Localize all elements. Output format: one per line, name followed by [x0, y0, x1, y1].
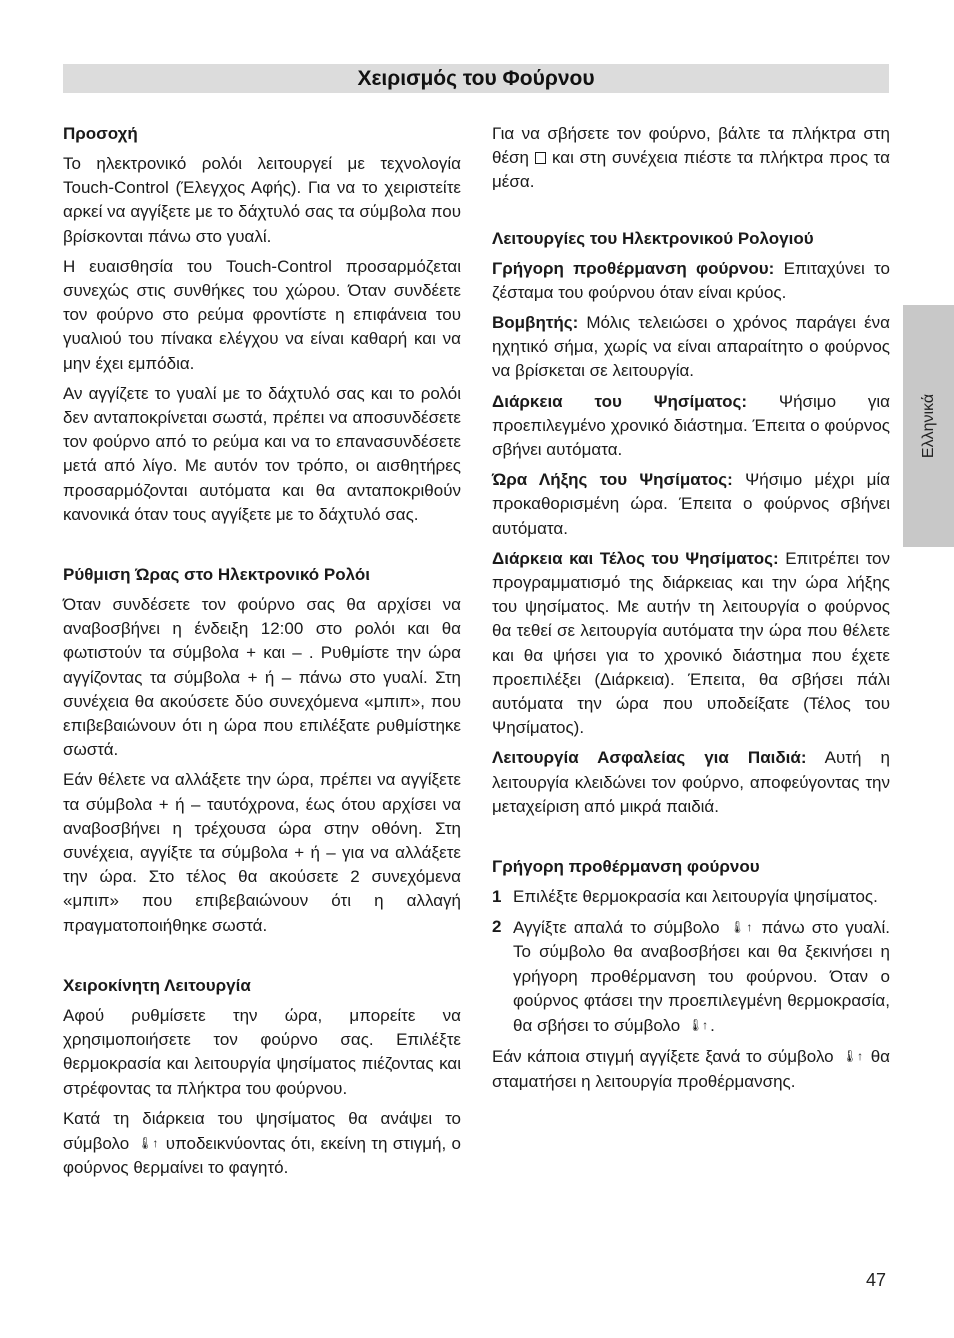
- paragraph: Εάν κάποια στιγμή αγγίξετε ξανά το σύμβολο 🌡↑ θα σταματήσει η λειτουργία προθέρμανσης.: [492, 1047, 890, 1091]
- paragraph: Εάν θέλετε να αλλάξετε την ώρα, πρέπει να αγγίξετε τα σύμβολα + ή – ταυτόχρονα, έως ότου αρχίσει να αναβοσβήνει η τρέχουσα ώρα στην οθόνη. Στη συνέχεια, αγγίξτε τα σύμβολα + ή – για να αλλάξετε την ώρα. Στο τέλος θα ακούσετε 2 συνεχόμενα «μπιπ» που επιβεβαιώνουν ότι η αλλαγή πραγματοποιήθηκε σωστά.: [63, 770, 461, 935]
- function-item: Λειτουργία Ασφαλείας για Παιδιά: Αυτή η λειτουργία κλειδώνει τον φούρνο, αποφεύγοντας την μεταχείριση από μικρά παιδιά.: [492, 748, 890, 816]
- function-item: Γρήγορη προθέρμανση φούρνου: Επιταχύνει το ζέσταμα του φούρνου όταν είναι κρύος.: [492, 258, 890, 302]
- paragraph: Αφού ρυθμίσετε την ώρα, μπορείτε να χρησιμοποιήσετε τον φούρνο σας. Επιλέξτε θερμοκρασία και λειτουργία ψησίματος πιέζοντας και στρέφοντας τα πλήκτρα του φούρνου.: [63, 1005, 461, 1098]
- heating-symbol-icon: 🌡↑: [729, 920, 752, 935]
- heating-symbol-icon: 🌡↑: [687, 1018, 708, 1033]
- function-item: Διάρκεια του Ψησίματος: Ψήσιμο για προεπιλεγμένο χρονικό διάστημα. Έπειτα ο φούρνος σβήνει αυτόματα.: [492, 391, 890, 460]
- function-item: Βομβητής: Μόλις τελειώσει ο χρόνος παράγει ένα ηχητικό σήμα, χωρίς να είναι απαραίτητο ο φούρνος να βρίσκεται σε λειτουργία.: [492, 313, 890, 381]
- paragraph: Η ευαισθησία του Touch-Control προσαρμόζεται συνεχώς στις συνθήκες του χώρου. Όταν συνδέετε τον φούρνο στο ρεύμα φροντίστε η επιφάνεια του γυαλιού του πίνακα ελέγχου να είναι καθαρή και να μην έχει εμπόδια.: [63, 256, 461, 373]
- paragraph: Κατά τη διάρκεια του ψησίματος θα ανάψει το σύμβολο 🌡↑ υποδεικνύοντας ότι, εκείνη τη στιγμή, ο φούρνος θερμαίνει το φαγητό.: [63, 1108, 462, 1178]
- paragraph: Όταν συνδέσετε τον φούρνο σας θα αρχίσει να αναβοσβήνει η ένδειξη 12:00 στο ρολόι και θα φωτιστούν τα σύμβολα + και – . Ρυθμίστε την ώρα αγγίζοντας τα σύμβολα + ή – πάνω στο γυαλί. Στη συνέχεια θα ακούσετε δύο συνεχόμενα «μπιπ», που επιβεβαιώνουν ότι η ώρα που επιλέξατε ρυθμίστηκε σωστά.: [63, 595, 461, 760]
- list-item: 2 Αγγίξτε απαλά το σύμβολο 🌡↑ πάνω στο γυαλί. Το σύμβολο θα αναβοσβήσει και θα ξεκινήσει η γρήγορη προθέρμανση του φούρνου. Όταν ο φούρνος φτάσει την προεπιλεγμένη θερμοκρασία, θα σβήσει το σύμβολο 🌡↑ .: [492, 917, 890, 1036]
- heading-fast-preheat: Γρήγορη προθέρμανση φούρνου: [492, 857, 760, 877]
- off-position-icon: [535, 152, 546, 164]
- right-column: [492, 122, 890, 1100]
- language-label: Ελληνικά: [919, 393, 937, 459]
- preheat-steps: [492, 885, 890, 1038]
- heating-symbol-icon: 🌡↑: [842, 1049, 863, 1064]
- page-number: 47: [866, 1270, 887, 1290]
- section-title-bar: [63, 64, 889, 93]
- heading-clock-setting: Ρύθμιση Ώρας στο Ηλεκτρονικό Ρολόι: [63, 565, 370, 585]
- heading-caution: Προσοχή: [63, 124, 138, 143]
- page-title: Χειρισμός του Φούρνου: [357, 67, 595, 90]
- paragraph: Το ηλεκτρονικό ρολόι λειτουργεί με τεχνολογία Touch-Control (Έλεγχος Αφής). Για να το χειριστείτε αρκεί να αγγίξετε με το δάχτυλό σας τα σύμβολα που βρίσκονται πάνω στο γυαλί.: [63, 154, 461, 246]
- heading-manual-operation: Χειροκίνητη Λειτουργία: [63, 975, 251, 995]
- function-item: Διάρκεια και Τέλος του Ψησίματος: Επιτρέπει τον προγραμματισμό της διάρκειας και την ώρα λήξης του ψησίματος. Με αυτήν τη λειτουργία ο φούρνος θα τεθεί σε λειτουργία αυτόματα την ώρα που θέλετε και θα ψήσει για το χρονικό διάστημα που έχετε προεπιλέξει (Διάρκεια). Έπειτα, θα σβήσει πάλι αυτόματα την ώρα που υποδείξατε (Τέλος του Ψησίματος).: [492, 548, 890, 738]
- heating-symbol-icon: 🌡↑: [137, 1135, 158, 1150]
- language-tab: [903, 305, 954, 547]
- paragraph: Για να σβήσετε τον φούρνο, βάλτε τα πλήκτρα στη θέση και στη συνέχεια πιέστε τα πλήκτρα προς τα μέσα.: [492, 124, 890, 192]
- left-column: [63, 122, 461, 1186]
- heading-clock-functions: Λειτουργίες του Ηλεκτρονικού Ρολογιού: [492, 228, 814, 248]
- function-item: Ώρα Λήξης του Ψησίματος: Ψήσιμο μέχρι μία προκαθορισμένη ώρα. Έπειτα ο φούρνος σβήνει αυτόματα.: [492, 470, 890, 538]
- paragraph: Αν αγγίζετε το γυαλί με το δάχτυλό σας και το ρολόι δεν ανταποκρίνεται σωστά, πρέπει να αποσυνδέσετε τον φούρνο από το ρεύμα και να το επανασυνδέσετε μετά από λίγο. Με αυτόν τον τρόπο, οι αισθητήρες προσαρμόζονται αυτόματα και θα ανταποκριθούν κανονικά όταν τους αγγίξετε με το δάχτυλό σας.: [63, 383, 461, 524]
- list-item: 1 Επιλέξτε θερμοκρασία και λειτουργία ψησίματος.: [492, 887, 878, 907]
